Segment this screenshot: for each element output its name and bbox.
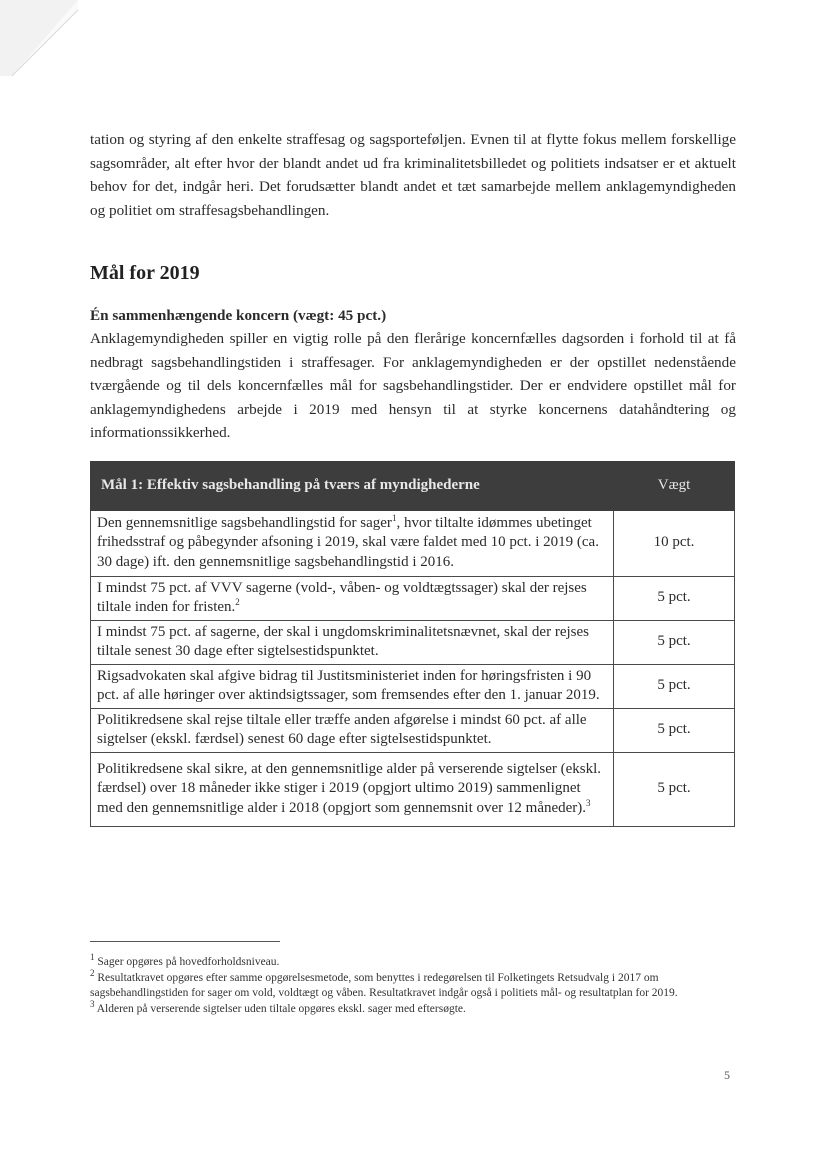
footnote-1: $^1$ Sager opgøres på hovedforholdsniveau. (90, 952, 280, 968)
subheading: Én sammenhængende koncern (vægt: 45 pct.) (90, 307, 387, 324)
document-page (90, 128, 736, 827)
goal-cell: I mindst 75 pct. af VVV sagerne (vold-, våben- og voldtægtssager) skal der rejses tiltale inden for fristen.$^2$ (91, 576, 614, 620)
weight-cell: 5 pct. (614, 708, 735, 752)
footnote-divider (90, 941, 280, 942)
weight-cell: 5 pct. (614, 664, 735, 708)
header-goal: Mål 1: Effektiv sagsbehandling på tværs af myndighederne (91, 461, 614, 510)
weight-cell: 5 pct. (614, 576, 735, 620)
intro-paragraph: tation og styring af den enkelte straffesag og sagsporteføljen. Evnen til at flytte fokus mellem forskellige sagsområder, alt efter hvor der blandt andet ud fra kriminalitetsbilledet og politiets indsatser er et aktuelt behov for det, indgår heri. Det forudsætter blandt andet et tæt samarbejde mellem anklagemyndigheden og politiet om straffesagsbehandlingen. (90, 131, 736, 219)
goal-cell: I mindst 75 pct. af sagerne, der skal i ungdomskriminalitetsnævnet, skal der rejses tiltale senest 30 dage efter sigtelsestidspunktet. (91, 620, 614, 664)
table-row (91, 576, 735, 620)
section-heading: Mål for 2019 (90, 262, 200, 284)
goals-table (90, 461, 735, 827)
goal-cell: Rigsadvokaten skal afgive bidrag til Justitsministeriet inden for høringsfristen i 90 pct. af alle høringer over aktindsigtssager, som fremsendes efter den 1. januar 2019. (91, 664, 614, 708)
table-row (91, 664, 735, 708)
footnote-2: $^2$ Resultatkravet opgøres efter samme opgørelsesmetode, som benyttes i redegørelsen til Folketingets Retsudvalg i 2017 om sagsbehandlingstiden for sager om vold, voldtægt og våben. Resultatkravet indgår også i politiets mål- og resultatplan for 2019. (90, 967, 678, 999)
header-weight: Vægt (614, 461, 735, 510)
page-number: 5 (724, 1068, 730, 1082)
table-row (91, 708, 735, 752)
footnote-3: $^3$ Alderen på verserende sigtelser uden tiltale opgøres ekskl. sager med eftersøgte. (90, 998, 466, 1015)
footnotes (90, 952, 735, 1017)
table-row (91, 510, 735, 576)
weight-cell: 10 pct. (614, 510, 735, 576)
page-corner-fold (0, 0, 80, 80)
body-paragraph: Anklagemyndigheden spiller en vigtig rolle på den flerårige koncernfælles dagsorden i forhold til at få nedbragt sagsbehandlingstiden i straffesager. For anklagemyndigheden er der opstillet nedenstående tværgående og til dels koncernfælles mål for sagsbehandlingstider. Der er endvidere opstillet mål for anklagemyndighedens arbejde i 2019 med hensyn til at styrke koncernens datahåndtering og informationssikkerhed. (90, 330, 736, 441)
goal-cell: Politikredsene skal rejse tiltale eller træffe anden afgørelse i mindst 60 pct. af alle sigtelser (ekskl. færdsel) senest 60 dage efter sigtelsestidspunktet. (91, 708, 614, 752)
goal-cell: Den gennemsnitlige sagsbehandlingstid for sager$^1$, hvor tiltalte idømmes ubetinget frihedsstraf og påbegynder afsoning i 2019, skal være faldet med 10 pct. i 2019 (ca. 30 dage) ift. den gennemsnitlige sagsbehandlingstid i 2016. (91, 510, 614, 576)
goal-cell: Politikredsene skal sikre, at den gennemsnitlige alder på verserende sigtelser (ekskl. færdsel) over 18 måneder ikke stiger i 2019 (opgjort ultimo 2019) sammenlignet med den gennemsnitlige alder i 2018 (opgjort som gennemsnit over 12 måneder).$^3$ (91, 752, 614, 826)
table-row (91, 620, 735, 664)
table-header-row (91, 461, 735, 510)
table-row (91, 752, 735, 826)
weight-cell: 5 pct. (614, 620, 735, 664)
weight-cell: 5 pct. (614, 752, 735, 826)
